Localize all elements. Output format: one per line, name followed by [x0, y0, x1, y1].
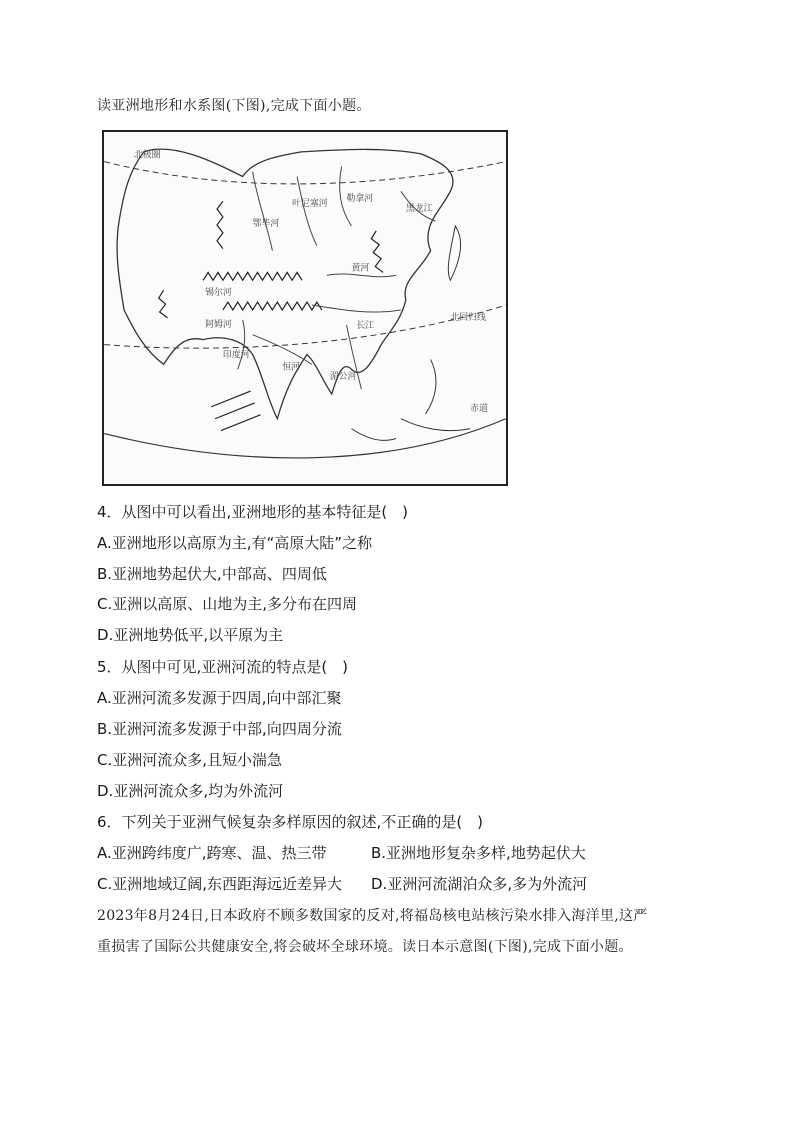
q6-stem: 6．下列关于亚洲气候复杂多样原因的叙述,不正确的是( ) — [97, 813, 484, 831]
intro-text: 读亚洲地形和水系图(下图),完成下面小题。 — [97, 98, 371, 114]
q4-option-b: B.亚洲地势起伏大,中部高、四周低 — [97, 565, 327, 583]
asia-terrain-river-map — [102, 130, 508, 486]
mekong-river-label: 湄公河 — [329, 372, 357, 383]
q4-option-c: C.亚洲以高原、山地为主,多分布在四周 — [97, 595, 358, 613]
equator-label: 赤道 — [470, 403, 488, 414]
q4-option-d: D.亚洲地势低平,以平原为主 — [97, 626, 284, 644]
indus-river-label: 印度河 — [222, 350, 250, 361]
syr-river-label: 锡尔河 — [205, 288, 232, 299]
tropic-label: 北回归线 — [450, 312, 486, 323]
q5-option-a: A.亚洲河流多发源于四周,向中部汇聚 — [97, 689, 342, 707]
map-drawing — [104, 132, 506, 484]
chang-river-label: 长江 — [356, 320, 375, 331]
q5-option-c: C.亚洲河流众多,且短小湍急 — [97, 751, 283, 769]
q5-option-d: D.亚洲河流众多,均为外流河 — [97, 782, 284, 800]
lena-river-label: 勒拿河 — [346, 194, 374, 205]
amur-river-label: 黑龙江 — [405, 204, 433, 215]
q5-stem: 5．从图中可见,亚洲河流的特点是( ) — [97, 658, 349, 676]
q4-option-a: A.亚洲地形以高原为主,有“高原大陆”之称 — [97, 534, 373, 552]
passage-line-1: 2023年8月24日,日本政府不顾多数国家的反对,将福岛核电站核污染水排入海洋里,这严 — [97, 908, 648, 924]
q4-stem: 4．从图中可以看出,亚洲地形的基本特征是( ) — [97, 503, 409, 521]
huang-river-label: 黄河 — [351, 263, 370, 274]
arctic-circle-label: 北极圈 — [133, 150, 161, 161]
ob-river-label: 鄂毕河 — [252, 218, 280, 229]
q6-option-d: D.亚洲河流湖泊众多,多为外流河 — [371, 875, 588, 893]
passage-line-2: 重损害了国际公共健康安全,将会破坏全球环境。读日本示意图(下图),完成下面小题。 — [97, 939, 633, 955]
q6-option-b: B.亚洲地形复杂多样,地势起伏大 — [371, 844, 586, 862]
yenisei-river-label: 叶尼塞河 — [292, 199, 328, 210]
q6-option-c: C.亚洲地域辽阔,东西距海远近差异大 — [97, 875, 343, 893]
q6-option-a: A.亚洲跨纬度广,跨寒、温、热三带 — [97, 844, 327, 862]
ganges-river-label: 恒河 — [282, 362, 301, 373]
q5-option-b: B.亚洲河流多发源于中部,向四周分流 — [97, 720, 342, 738]
amu-river-label: 阿姆河 — [205, 319, 232, 330]
